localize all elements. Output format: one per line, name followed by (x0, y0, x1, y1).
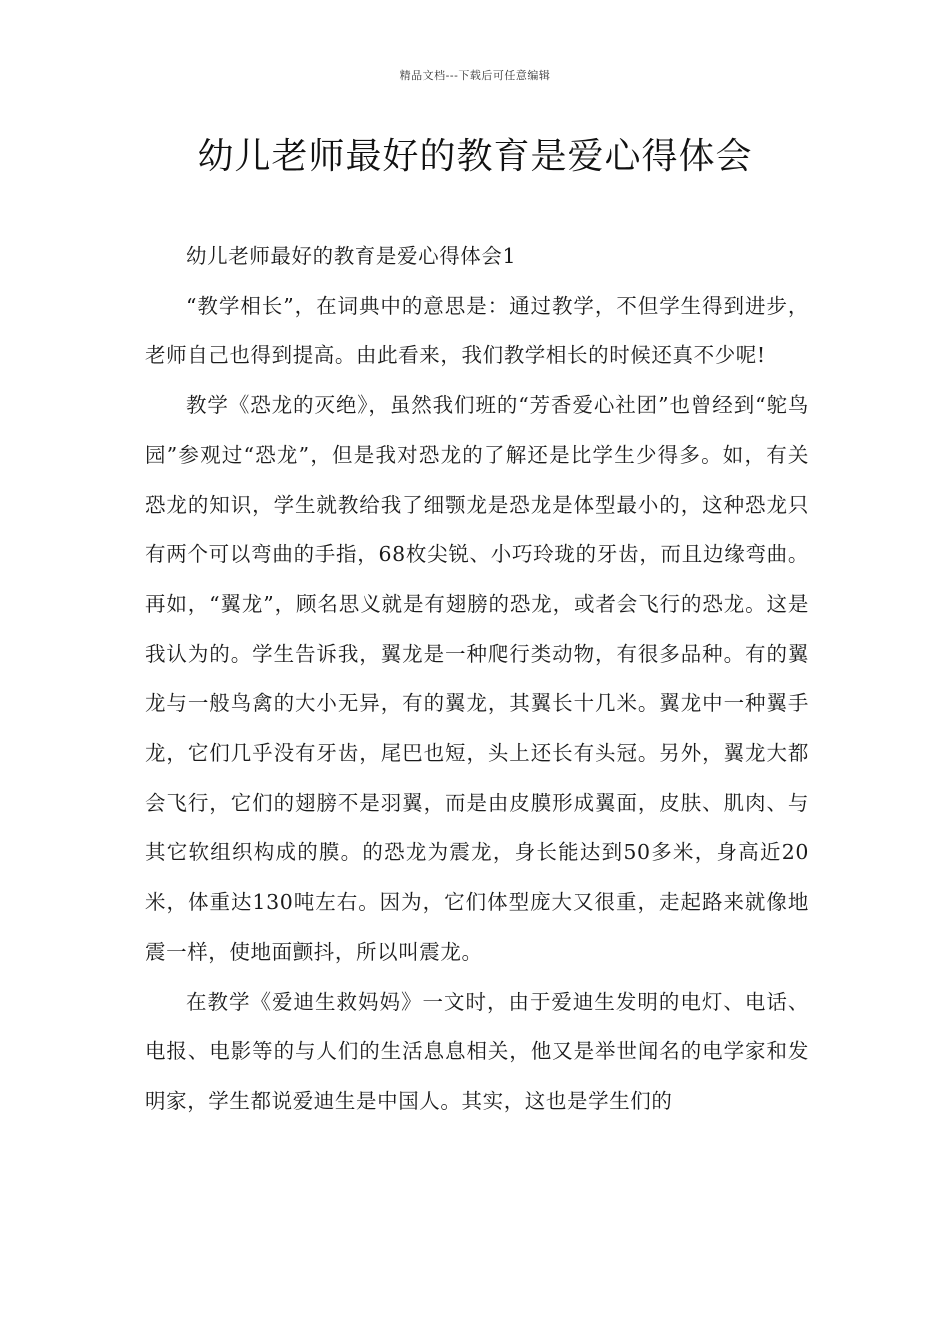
paragraph: 教学《恐龙的灭绝》，虽然我们班的“芳香爱心社团”也曾经到“鸵鸟园”参观过“恐龙”，但是我对恐龙的了解还是比学生少得多。如，有关恐龙的知识，学生就教给我了细颚龙是恐龙是体型最小的，这种恐龙只有两个可以弯曲的手指，68枚尖锐、小巧玲珑的牙齿，而且边缘弯曲。再如，“翼龙”，顾名思义就是有翅膀的恐龙，或者会飞行的恐龙。这是我认为的。学生告诉我，翼龙是一种爬行类动物，有很多品种。有的翼龙与一般鸟禽的大小无异，有的翼龙，其翼长十几米。翼龙中一种翼手龙，它们几乎没有牙齿，尾巴也短，头上还长有头冠。另外，翼龙大都会飞行，它们的翅膀不是羽翼，而是由皮膜形成翼面，皮肤、肌肉、与其它软组织构成的膜。的恐龙为震龙，身长能达到50多米，身高近20米，体重达130吨左右。因为，它们体型庞大又很重，走起路来就像地震一样，使地面颤抖，所以叫震龙。 (145, 393, 809, 964)
document-title: 幼儿老师最好的教育是爱心得体会 (197, 136, 753, 177)
paragraph: 在教学《爱迪生救妈妈》一文时，由于爱迪生发明的电灯、电话、电报、电影等的与人们的生活息息相关，他又是举世闻名的电学家和发明家，学生都说爱迪生是中国人。其实，这也是学生们的 (145, 989, 809, 1113)
header-note: 精品文档---下载后可任意编辑 (399, 69, 551, 82)
paragraph-subtitle: 幼儿老师最好的教育是爱心得体会1 (186, 244, 517, 268)
document-body (145, 232, 809, 1127)
paragraph: “教学相长”，在词典中的意思是：通过教学，不但学生得到进步，老师自己也得到提高。由此看来，我们教学相长的时候还真不少呢! (145, 293, 809, 368)
